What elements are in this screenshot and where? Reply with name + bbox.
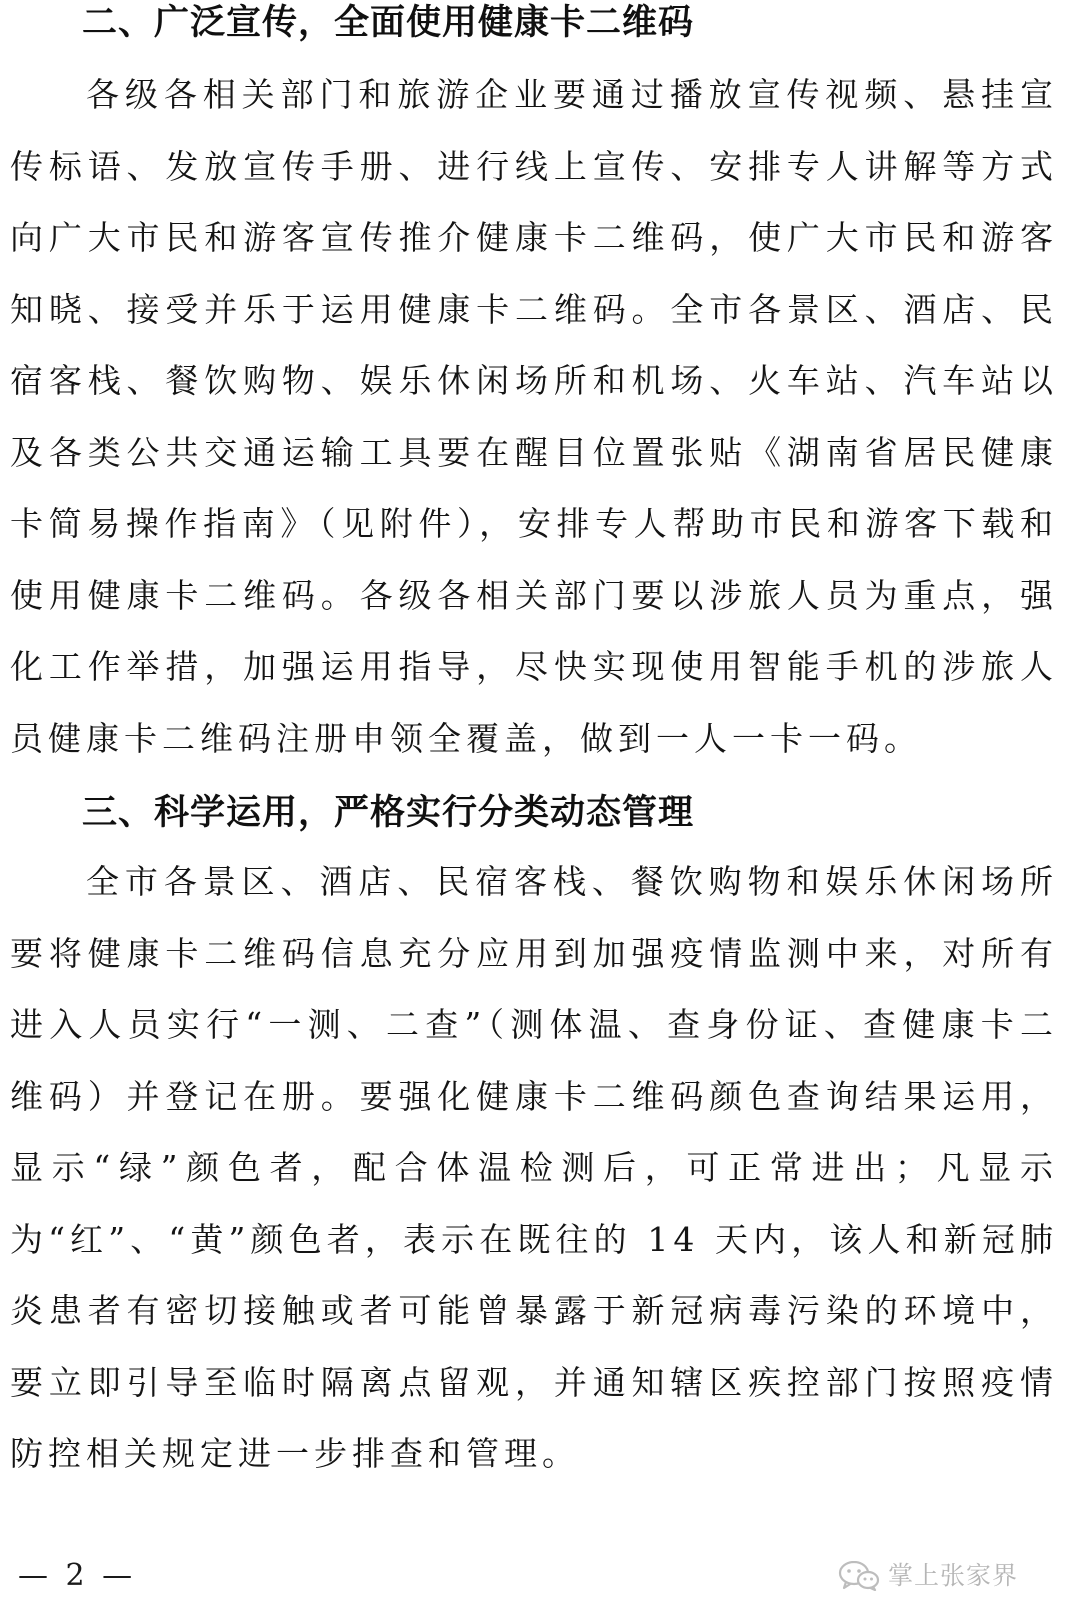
section-2-heading: 二、广泛宣传，全面使用健康卡二维码 (82, 3, 695, 43)
watermark (838, 1556, 1018, 1596)
wechat-icon (838, 1561, 880, 1591)
section-2-paragraph: 各级各相关部门和旅游企业要通过播放宣传视频、悬挂宣传标语、发放宣传手册、进行线上宣传、安排专人讲解等方式向广大市民和游客宣传推介健康卡二维码，使广大市民和游客知晓、接受并乐于运用健康卡二维码。全市各景区、酒店、民宿客栈、餐饮购物、娱乐休闲场所和机场、火车站、汽车站以及各类公共交通运输工具要在醒目位置张贴《湖南省居民健康卡简易操作指南》（见附件），安排专人帮助市民和游客下载和使用健康卡二维码。各级各相关部门要以涉旅人员为重点，强化工作举措，加强运用指导，尽快实现使用智能手机的涉旅人员健康卡二维码注册申领全覆盖，做到一人一卡一码。 (10, 75, 1058, 758)
watermark-text: 掌上张家界 (887, 1561, 1018, 1590)
section-3-paragraph: 全市各景区、酒店、民宿客栈、餐饮购物和娱乐休闲场所要将健康卡二维码信息充分应用到加强疫情监测中来，对所有进入人员实行“一测、二查”（测体温、查身份证、查健康卡二维码）并登记在册。要强化健康卡二维码颜色查询结果运用，显示“绿”颜色者，配合体温检测后，可正常进出；凡显示为“红”、“黄”颜色者，表示在既往的 14 天内，该人和新冠肺炎患者有密切接触或者可能曾暴露于新冠病毒污染的环境中，要立即引导至临时隔离点留观，并通知辖区疾控部门按照疫情防控相关规定进一步排查和管理。 (10, 862, 1058, 1473)
page-number: — 2 — (18, 1558, 137, 1593)
document-body (10, 0, 1058, 1490)
section-3-heading: 三、科学运用，严格实行分类动态管理 (82, 793, 695, 833)
